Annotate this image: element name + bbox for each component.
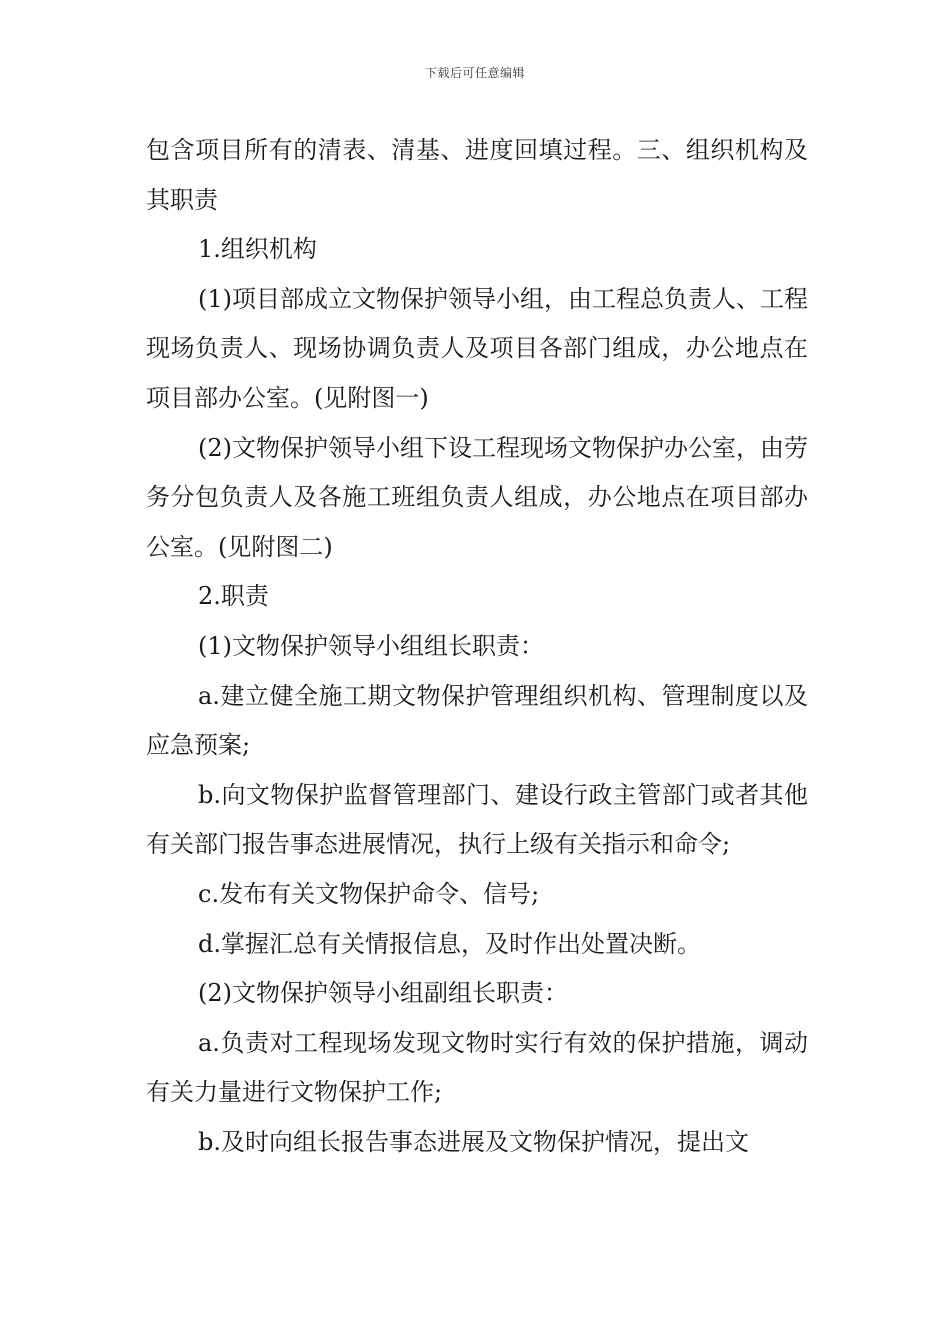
list-item-deputy-a: a.负责对工程现场发现文物时实行有效的保护措施，调动有关力量进行文物保护工作; <box>146 1028 808 1107</box>
heading-organization: 1.组织机构 <box>198 235 317 264</box>
paragraph-org-2: (2)文物保护领导小组下设工程现场文物保护办公室，由劳务分包负责人及各施工班组负责人组成，办公地点在项目部办公室。(见附图二) <box>146 433 808 561</box>
paragraph-org-1: (1)项目部成立文物保护领导小组，由工程总负责人、工程现场负责人、现场协调负责人及项目各部门组成，办公地点在项目部办公室。(见附图一) <box>146 284 808 412</box>
document-body <box>146 126 808 1167</box>
subheading-deputy-duties: (2)文物保护领导小组副组长职责： <box>198 979 568 1008</box>
subheading-leader-duties: (1)文物保护领导小组组长职责： <box>198 631 544 660</box>
page-header: 下载后可任意编辑 <box>424 66 525 80</box>
list-item-leader-d: d.掌握汇总有关情报信息，及时作出处置决断。 <box>198 929 701 958</box>
list-item-leader-c: c.发布有关文物保护命令、信号; <box>198 879 540 908</box>
list-item-deputy-b: b.及时向组长报告事态进展及文物保护情况，提出文 <box>198 1127 749 1156</box>
list-item-leader-b: b.向文物保护监督管理部门、建设行政主管部门或者其他有关部门报告事态进展情况，执行上级有关指示和命令; <box>146 780 808 859</box>
list-item-leader-a: a.建立健全施工期文物保护管理组织机构、管理制度以及应急预案; <box>146 681 808 760</box>
paragraph-intro: 包含项目所有的清表、清基、进度回填过程。三、组织机构及其职责 <box>146 136 808 214</box>
heading-duties: 2.职责 <box>198 582 269 611</box>
